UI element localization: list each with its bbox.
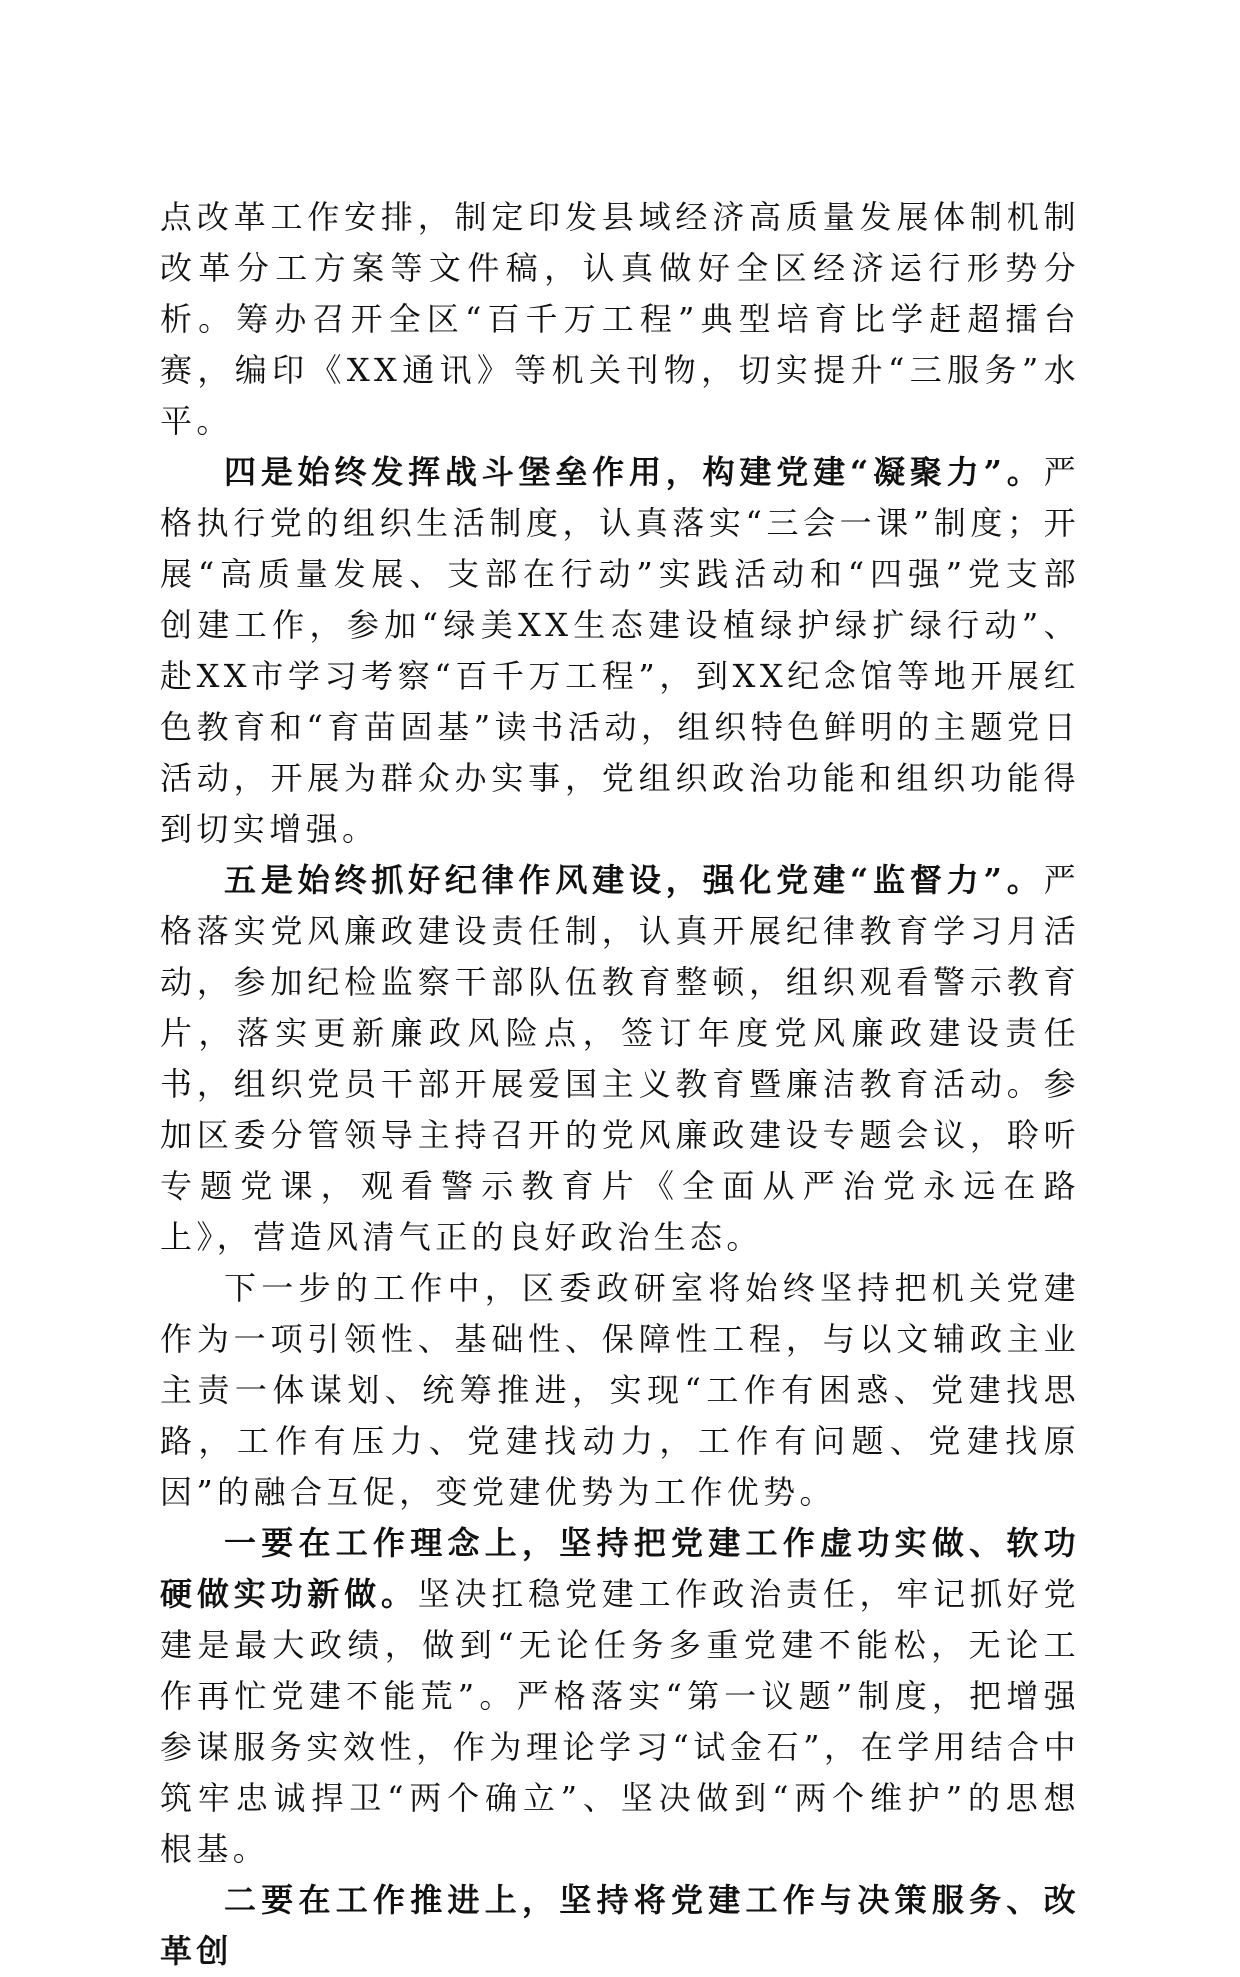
paragraph-2-lead: 四是始终发挥战斗堡垒作用，构建党建“凝聚力”。 bbox=[224, 453, 1044, 491]
paragraph-2 bbox=[160, 447, 1080, 855]
paragraph-4 bbox=[160, 1263, 1080, 1518]
paragraph-2-body: 严格执行党的组织生活制度，认真落实“三会一课”制度；开展“高质量发展、支部在行动”实践活动和“四强”党支部创建工作，参加“绿美XX生态建设植绿护绿扩绿行动”、赴XX市学习考察“百千万工程”，到XX纪念馆等地开展红色教育和“育苗固基”读书活动，组织特色鲜明的主题党日活动，开展为群众办实事，党组织政治功能和组织功能得到切实增强。 bbox=[160, 453, 1080, 848]
paragraph-1-body: 点改革工作安排，制定印发县域经济高质量发展体制机制改革分工方案等文件稿，认真做好全区经济运行形势分析。筹办召开全区“百千万工程”典型培育比学赶超擂台赛，编印《XX通讯》等机关刊物，切实提升“三服务”水平。 bbox=[160, 198, 1080, 440]
paragraph-5 bbox=[160, 1518, 1080, 1875]
document-page bbox=[160, 192, 1080, 1977]
paragraph-3-body: 严格落实党风廉政建设责任制，认真开展纪律教育学习月活动，参加纪检监察干部队伍教育整顿，组织观看警示教育片，落实更新廉政风险点，签订年度党风廉政建设责任书，组织党员干部开展爱国主义教育暨廉洁教育活动。参加区委分管领导主持召开的党风廉政建设专题会议，聆听专题党课，观看警示教育片《全面从严治党永远在路上》，营造风清气正的良好政治生态。 bbox=[160, 861, 1080, 1256]
paragraph-5-body: 坚决扛稳党建工作政治责任，牢记抓好党建是最大政绩，做到“无论任务多重党建不能松，无论工作再忙党建不能荒”。严格落实“第一议题”制度，把增强参谋服务实效性，作为理论学习“试金石”，在学用结合中筑牢忠诚捍卫“两个确立”、坚决做到“两个维护”的思想根基。 bbox=[160, 1575, 1080, 1868]
paragraph-3-lead: 五是始终抓好纪律作风建设，强化党建“监督力”。 bbox=[224, 861, 1044, 899]
paragraph-5-lead: 一要在工作理念上，坚持把党建工作虚功实做、软功硬做实功新做。 bbox=[160, 1524, 1080, 1613]
paragraph-6-lead: 二要在工作推进上，坚持将党建工作与决策服务、改革创 bbox=[160, 1881, 1080, 1970]
paragraph-3 bbox=[160, 855, 1080, 1263]
paragraph-1 bbox=[160, 192, 1080, 447]
paragraph-6 bbox=[160, 1875, 1080, 1977]
paragraph-4-body: 下一步的工作中，区委政研室将始终坚持把机关党建作为一项引领性、基础性、保障性工程，与以文辅政主业主责一体谋划、统筹推进，实现“工作有困惑、党建找思路，工作有压力、党建找动力，工作有问题、党建找原因”的融合互促，变党建优势为工作优势。 bbox=[160, 1269, 1080, 1511]
